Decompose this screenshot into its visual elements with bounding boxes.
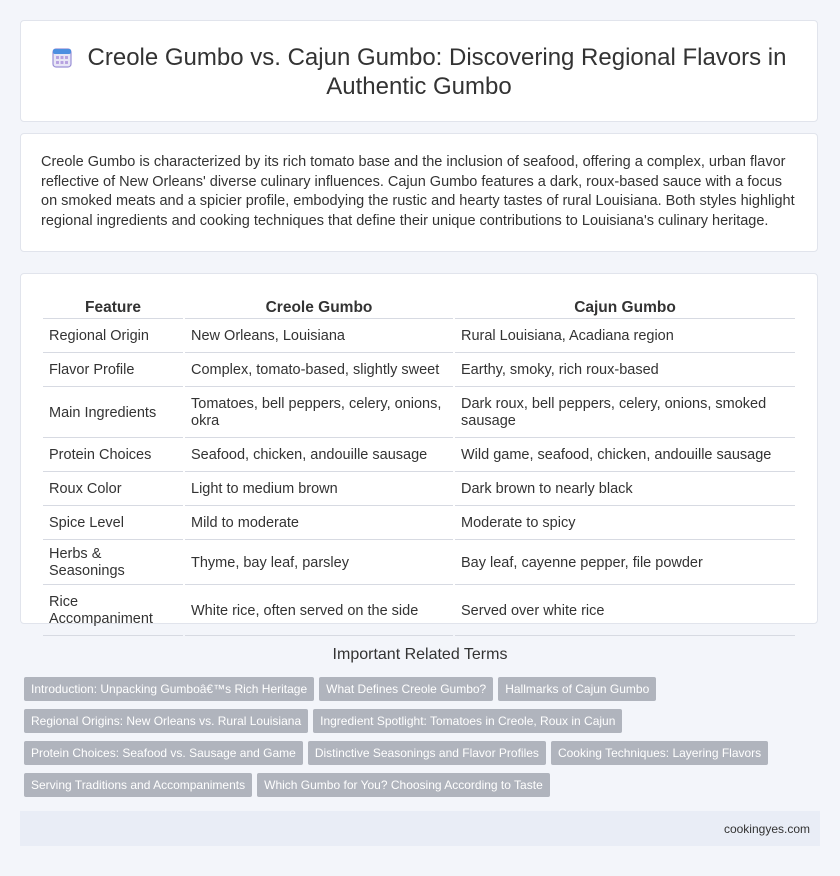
table-header-row: [43, 296, 795, 319]
row-cajun: Rural Louisiana, Acadiana region: [455, 321, 795, 353]
row-feature: Herbs & Seasonings: [43, 542, 183, 585]
row-cajun: Dark roux, bell peppers, celery, onions, smoked sausage: [455, 389, 795, 438]
related-terms-title: Important Related Terms: [332, 646, 508, 663]
header-feature: Feature: [43, 296, 183, 319]
comparison-table: [41, 294, 797, 638]
page-title: Creole Gumbo vs. Cajun Gumbo: Discovering Regional Flavors in Authentic Gumbo: [87, 44, 787, 100]
row-creole: New Orleans, Louisiana: [185, 321, 453, 353]
intro-card: [20, 133, 818, 252]
footer: [20, 811, 820, 846]
intro-text: Creole Gumbo is characterized by its rich tomato base and the inclusion of seafood, offering a complex, urban flavor reflective of New Orleans' diverse culinary influences. Cajun Gumbo features a dark, roux-based sauce with a focus on smoked meats and a spicier profile, embodying the rustic and hearty tastes of rural Louisiana. Both styles highlight regional ingredients and cooking techniques that define their unique contributions to Louisiana's culinary heritage.: [41, 154, 795, 229]
row-feature: Regional Origin: [43, 321, 183, 353]
related-term-tag[interactable]: Serving Traditions and Accompaniments: [24, 773, 252, 797]
row-creole: Complex, tomato-based, slightly sweet: [185, 355, 453, 387]
related-term-tag[interactable]: Regional Origins: New Orleans vs. Rural Louisiana: [24, 709, 308, 733]
row-cajun: Bay leaf, cayenne pepper, file powder: [455, 542, 795, 585]
related-term-tag[interactable]: Ingredient Spotlight: Tomatoes in Creole, Roux in Cajun: [313, 709, 622, 733]
row-feature: Flavor Profile: [43, 355, 183, 387]
tag-row: [24, 677, 824, 709]
table-row: [43, 587, 795, 636]
related-term-tag[interactable]: Protein Choices: Seafood vs. Sausage and Game: [24, 741, 303, 765]
table-row: [43, 508, 795, 540]
header-creole: Creole Gumbo: [185, 296, 453, 319]
comparison-card: [20, 273, 818, 627]
related-term-tag[interactable]: Hallmarks of Cajun Gumbo: [498, 677, 656, 701]
table-row: [43, 474, 795, 506]
page-title-wrap: [21, 43, 817, 101]
row-feature: Rice Accompaniment: [43, 587, 183, 636]
related-terms-list: [24, 677, 824, 805]
header-card: [20, 20, 818, 122]
row-feature: Protein Choices: [43, 440, 183, 472]
related-term-tag[interactable]: What Defines Creole Gumbo?: [319, 677, 493, 701]
tag-row: [24, 773, 824, 805]
row-creole: Mild to moderate: [185, 508, 453, 540]
row-creole: Tomatoes, bell peppers, celery, onions, okra: [185, 389, 453, 438]
row-feature: Main Ingredients: [43, 389, 183, 438]
related-term-tag[interactable]: Introduction: Unpacking Gumboâ€™s Rich Heritage: [24, 677, 314, 701]
row-cajun: Dark brown to nearly black: [455, 474, 795, 506]
related-term-tag[interactable]: Which Gumbo for You? Choosing According to Taste: [257, 773, 550, 797]
footer-site-link[interactable]: cookingyes.com: [723, 822, 810, 836]
row-cajun: Served over white rice: [455, 587, 795, 636]
tag-row: [24, 709, 824, 741]
table-row: [43, 355, 795, 387]
table-row: [43, 389, 795, 438]
row-cajun: Wild game, seafood, chicken, andouille sausage: [455, 440, 795, 472]
row-creole: Light to medium brown: [185, 474, 453, 506]
row-feature: Roux Color: [43, 474, 183, 506]
calendar-icon: [52, 46, 72, 68]
row-feature: Spice Level: [43, 508, 183, 540]
related-term-tag[interactable]: Distinctive Seasonings and Flavor Profiles: [308, 741, 546, 765]
table-row: [43, 321, 795, 353]
row-cajun: Earthy, smoky, rich roux-based: [455, 355, 795, 387]
table-row: [43, 542, 795, 585]
header-cajun: Cajun Gumbo: [455, 296, 795, 319]
related-term-tag[interactable]: Cooking Techniques: Layering Flavors: [551, 741, 768, 765]
row-creole: White rice, often served on the side: [185, 587, 453, 636]
row-creole: Thyme, bay leaf, parsley: [185, 542, 453, 585]
tag-row: [24, 741, 824, 773]
row-creole: Seafood, chicken, andouille sausage: [185, 440, 453, 472]
row-cajun: Moderate to spicy: [455, 508, 795, 540]
table-row: [43, 440, 795, 472]
